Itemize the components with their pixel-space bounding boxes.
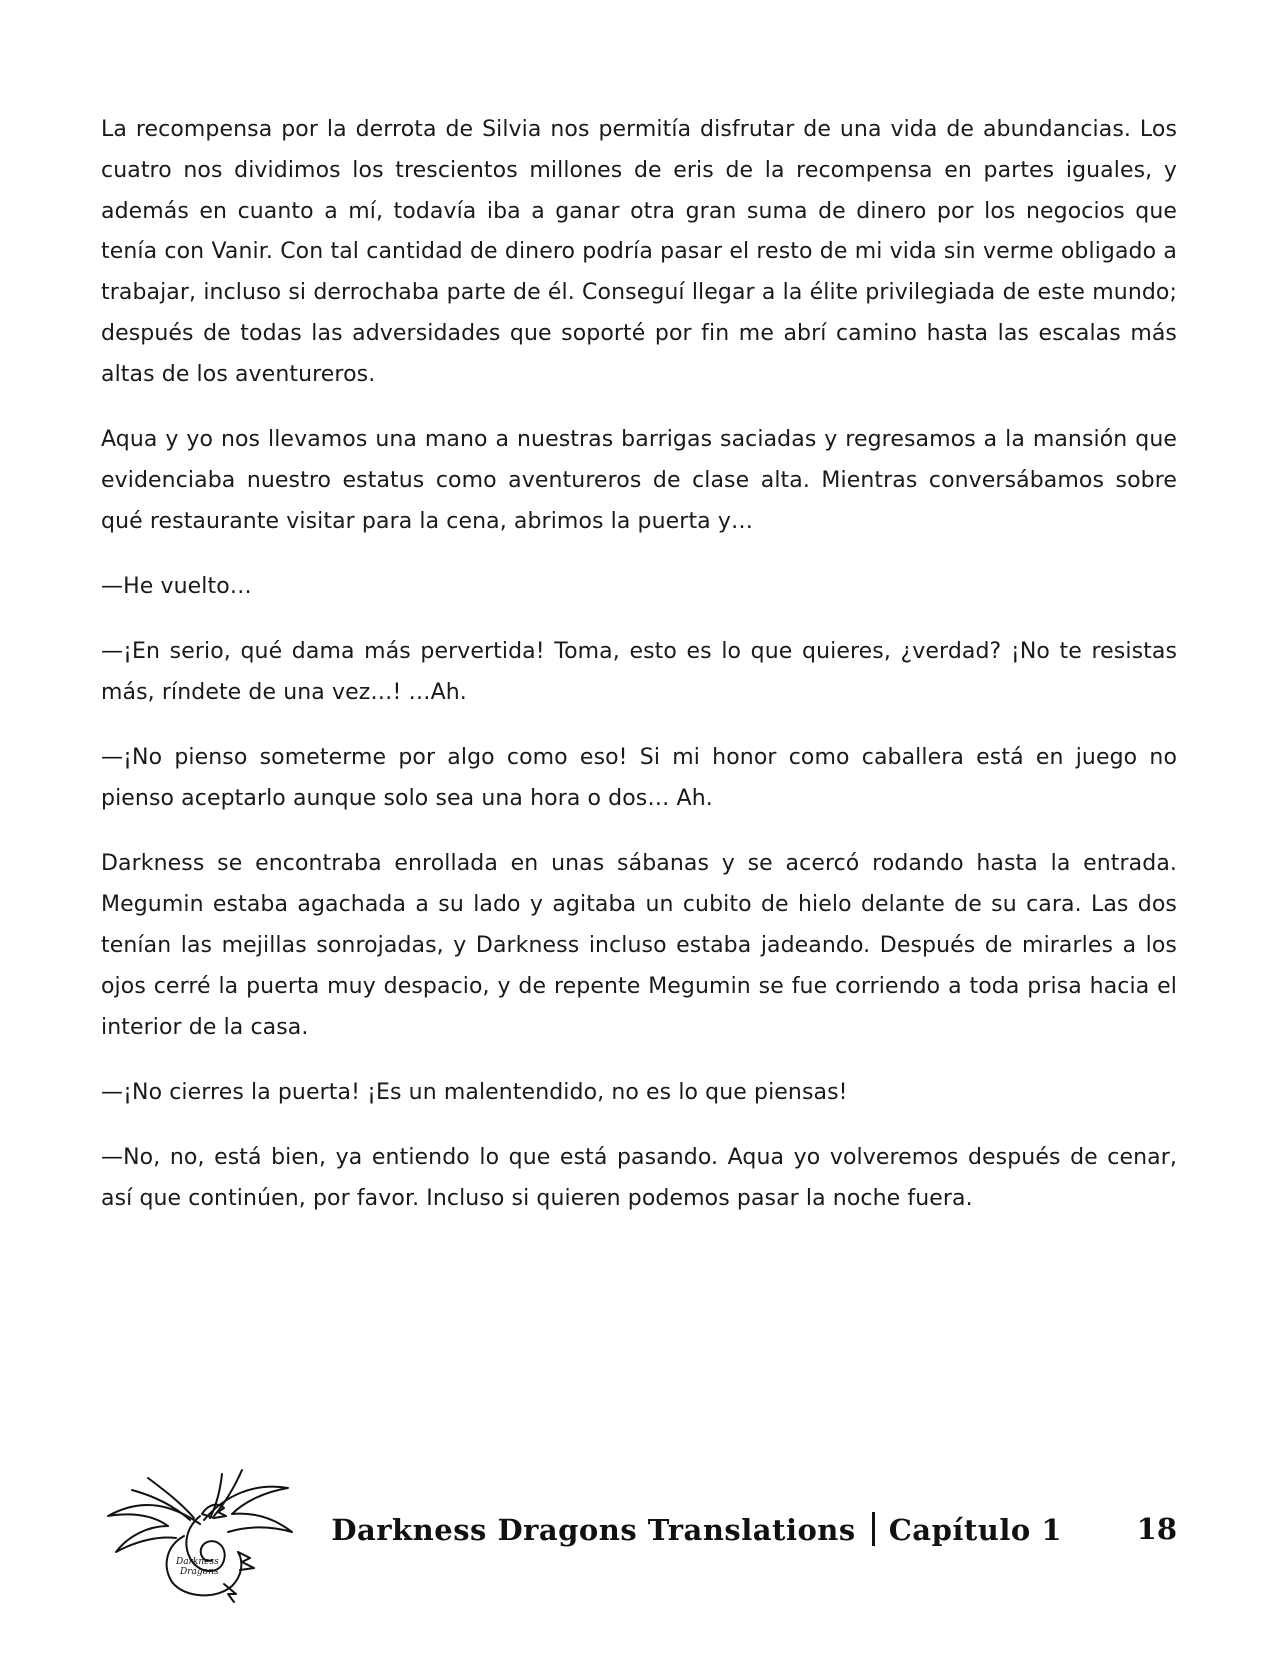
logo-text-line2: Dragons: [180, 1567, 219, 1577]
paragraph: Aqua y yo nos llevamos una mano a nuestras barrigas saciadas y regresamos a la mansión que evidenciaba nuestro estatus como aventureros de clase alta. Mientras conversábamos sobre qué restaurante visitar para la cena, abrimos la puerta y…: [101, 427, 1177, 534]
paragraph: La recompensa por la derrota de Silvia nos permitía disfrutar de una vida de abundancias. Los cuatro nos dividimos los trescientos millones de eris de la recompensa en partes iguales, y además en cuanto a mí, todavía iba a ganar otra gran suma de dinero por los negocios que tenía con Vanir. Con tal cantidad de dinero podría pasar el resto de mi vida sin verme obligado a trabajar, incluso si derrochaba parte de él. Conseguí llegar a la élite privilegiada de este mundo; después de todas las adversidades que soporté por fin me abrí camino hasta las escalas más altas de los aventureros.: [101, 117, 1177, 387]
footer-title: [331, 1512, 1062, 1547]
dialogue-line: —No, no, está bien, ya entiendo lo que está pasando. Aqua yo volveremos después de cenar, así que continúen, por favor. Incluso si quieren podemos pasar la noche fuera.: [101, 1145, 1177, 1212]
dialogue-line: —¡No cierres la puerta! ¡Es un malentendido, no es lo que piensas!: [101, 1079, 848, 1105]
dialogue-line: —¡En serio, qué dama más pervertida! Toma, esto es lo que quieres, ¿verdad? ¡No te resistas más, ríndete de una vez…! …Ah.: [101, 639, 1177, 706]
body-text: [101, 110, 1177, 1244]
dialogue-line: —¡No pienso someterme por algo como eso! Si mi honor como caballera está en juego no pienso aceptarlo aunque solo sea una hora o dos… Ah.: [101, 745, 1177, 812]
dialogue-line: —He vuelto…: [101, 573, 252, 599]
page-number: 18: [1136, 1512, 1177, 1546]
site-name: Darkness Dragons Translations: [331, 1513, 856, 1547]
chapter-label: Capítulo 1: [888, 1513, 1062, 1547]
paragraph: Darkness se encontraba enrollada en unas sábanas y se acercó rodando hasta la entrada. Megumin estaba agachada a su lado y agitaba un cubito de hielo delante de su cara. Las dos tenían las mejillas sonrojadas, y Darkness incluso estaba jadeando. Después de mirarles a los ojos cerré la puerta muy despacio, y de repente Megumin se fue corriendo a toda prisa hacia el interior de la casa.: [101, 851, 1177, 1040]
footer-separator: [872, 1512, 875, 1546]
dragon-logo-icon: [104, 1466, 296, 1604]
logo-text-line1: Darkness: [176, 1557, 219, 1567]
